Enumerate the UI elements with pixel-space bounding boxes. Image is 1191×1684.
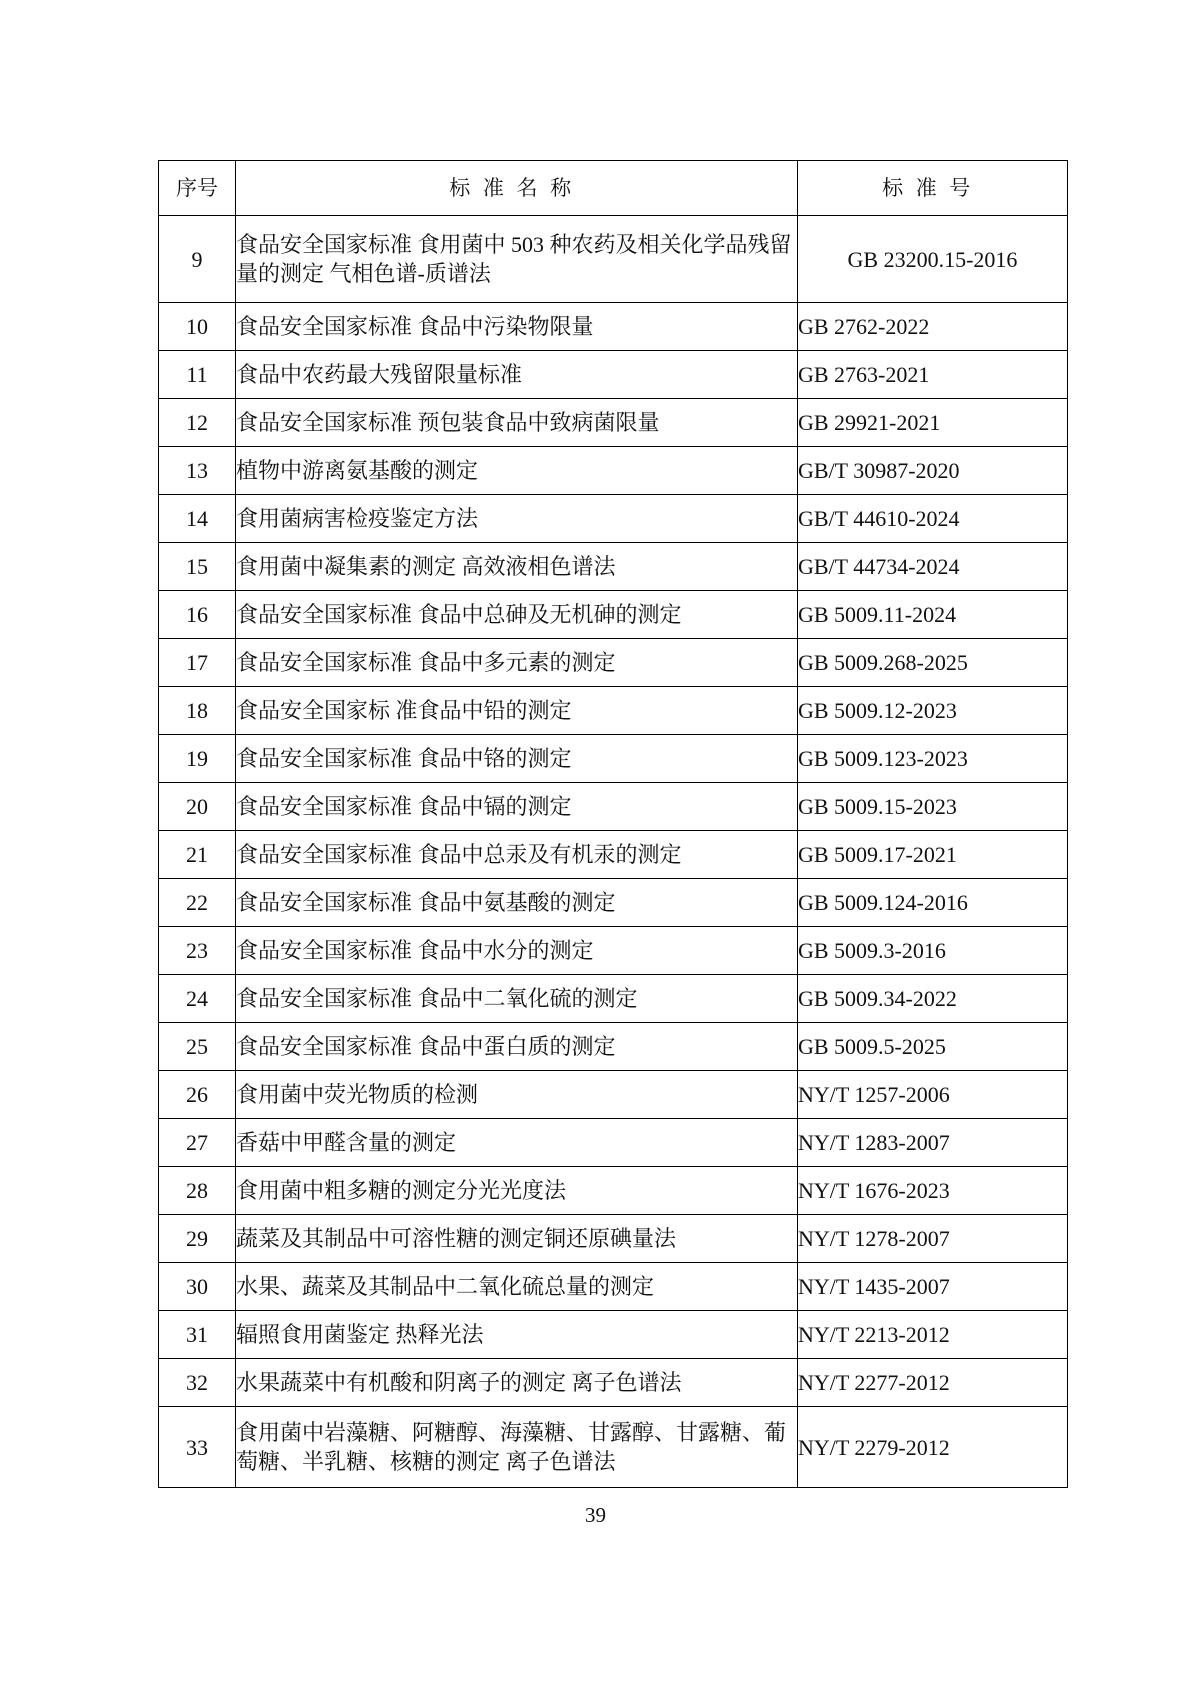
- row-standard-name: 食品中农药最大残留限量标准: [236, 351, 798, 399]
- row-standard-name: 辐照食用菌鉴定 热释光法: [236, 1311, 798, 1359]
- table-row: [159, 543, 1068, 591]
- row-standard-name: 食品安全国家标准 食品中氨基酸的测定: [236, 879, 798, 927]
- row-standard-code: GB 5009.5-2025: [798, 1023, 1068, 1071]
- row-serial-number: 10: [159, 303, 236, 351]
- row-standard-code: NY/T 1278-2007: [798, 1215, 1068, 1263]
- row-standard-code: GB/T 44610-2024: [798, 495, 1068, 543]
- row-serial-number: 31: [159, 1311, 236, 1359]
- row-standard-name: 蔬菜及其制品中可溶性糖的测定铜还原碘量法: [236, 1215, 798, 1263]
- header-standard-code: 标准号: [798, 161, 1068, 216]
- table-row: [159, 1023, 1068, 1071]
- row-standard-code: NY/T 1435-2007: [798, 1263, 1068, 1311]
- table-row: [159, 216, 1068, 303]
- row-standard-code: GB 5009.268-2025: [798, 639, 1068, 687]
- row-standard-name: 植物中游离氨基酸的测定: [236, 447, 798, 495]
- row-standard-code: NY/T 1283-2007: [798, 1119, 1068, 1167]
- row-standard-code: NY/T 2277-2012: [798, 1359, 1068, 1407]
- table-row: [159, 687, 1068, 735]
- row-serial-number: 16: [159, 591, 236, 639]
- row-standard-name: 食品安全国家标准 食品中铬的测定: [236, 735, 798, 783]
- row-standard-code: GB 23200.15-2016: [798, 216, 1068, 303]
- table-row: [159, 975, 1068, 1023]
- row-serial-number: 11: [159, 351, 236, 399]
- row-standard-name: 食品安全国家标准 食品中污染物限量: [236, 303, 798, 351]
- row-standard-code: GB 5009.123-2023: [798, 735, 1068, 783]
- table-row: [159, 1311, 1068, 1359]
- row-standard-name: 食品安全国家标准 食品中总砷及无机砷的测定: [236, 591, 798, 639]
- table-row: [159, 1263, 1068, 1311]
- table-row: [159, 495, 1068, 543]
- table-row: [159, 783, 1068, 831]
- table-header-row: [159, 161, 1068, 216]
- row-serial-number: 17: [159, 639, 236, 687]
- row-standard-name: 食用菌病害检疫鉴定方法: [236, 495, 798, 543]
- table-row: [159, 591, 1068, 639]
- row-standard-name: 食品安全国家标准 食用菌中 503 种农药及相关化学品残留量的测定 气相色谱-质谱法: [236, 216, 798, 303]
- table-row: [159, 1119, 1068, 1167]
- row-standard-code: GB 5009.12-2023: [798, 687, 1068, 735]
- row-standard-code: GB 5009.34-2022: [798, 975, 1068, 1023]
- row-serial-number: 23: [159, 927, 236, 975]
- table-row: [159, 1407, 1068, 1488]
- table-row: [159, 639, 1068, 687]
- header-standard-name: 标准名称: [236, 161, 798, 216]
- row-standard-code: GB 5009.3-2016: [798, 927, 1068, 975]
- row-standard-name: 食用菌中岩藻糖、阿糖醇、海藻糖、甘露醇、甘露糖、葡萄糖、半乳糖、核糖的测定 离子色谱法: [236, 1407, 798, 1488]
- row-serial-number: 28: [159, 1167, 236, 1215]
- standards-table: [158, 160, 1068, 1488]
- row-serial-number: 15: [159, 543, 236, 591]
- row-standard-code: GB 2762-2022: [798, 303, 1068, 351]
- row-standard-code: NY/T 2213-2012: [798, 1311, 1068, 1359]
- row-standard-code: GB 5009.15-2023: [798, 783, 1068, 831]
- row-serial-number: 9: [159, 216, 236, 303]
- table-row: [159, 831, 1068, 879]
- table-row: [159, 1071, 1068, 1119]
- row-standard-name: 水果蔬菜中有机酸和阴离子的测定 离子色谱法: [236, 1359, 798, 1407]
- table-row: [159, 399, 1068, 447]
- row-standard-name: 食品安全国家标 准食品中铅的测定: [236, 687, 798, 735]
- page-number: 39: [585, 1503, 606, 1527]
- row-standard-name: 食品安全国家标准 预包装食品中致病菌限量: [236, 399, 798, 447]
- table-row: [159, 1167, 1068, 1215]
- table-row: [159, 1359, 1068, 1407]
- row-standard-code: GB 5009.11-2024: [798, 591, 1068, 639]
- row-serial-number: 14: [159, 495, 236, 543]
- row-standard-name: 食品安全国家标准 食品中水分的测定: [236, 927, 798, 975]
- table-row: [159, 303, 1068, 351]
- row-serial-number: 24: [159, 975, 236, 1023]
- row-serial-number: 22: [159, 879, 236, 927]
- row-standard-code: GB/T 30987-2020: [798, 447, 1068, 495]
- row-standard-code: GB 5009.124-2016: [798, 879, 1068, 927]
- row-standard-name: 食品安全国家标准 食品中蛋白质的测定: [236, 1023, 798, 1071]
- row-standard-code: GB 29921-2021: [798, 399, 1068, 447]
- row-serial-number: 20: [159, 783, 236, 831]
- row-standard-code: GB 2763-2021: [798, 351, 1068, 399]
- row-serial-number: 12: [159, 399, 236, 447]
- row-standard-name: 食品安全国家标准 食品中二氧化硫的测定: [236, 975, 798, 1023]
- row-standard-code: NY/T 2279-2012: [798, 1407, 1068, 1488]
- row-standard-name: 食用菌中粗多糖的测定分光光度法: [236, 1167, 798, 1215]
- row-serial-number: 29: [159, 1215, 236, 1263]
- row-standard-name: 食用菌中凝集素的测定 高效液相色谱法: [236, 543, 798, 591]
- table-row: [159, 735, 1068, 783]
- row-standard-name: 食用菌中荧光物质的检测: [236, 1071, 798, 1119]
- row-serial-number: 30: [159, 1263, 236, 1311]
- row-standard-name: 食品安全国家标准 食品中多元素的测定: [236, 639, 798, 687]
- row-standard-code: GB 5009.17-2021: [798, 831, 1068, 879]
- table-row: [159, 1215, 1068, 1263]
- row-serial-number: 18: [159, 687, 236, 735]
- row-serial-number: 27: [159, 1119, 236, 1167]
- row-serial-number: 21: [159, 831, 236, 879]
- row-serial-number: 33: [159, 1407, 236, 1488]
- row-serial-number: 13: [159, 447, 236, 495]
- row-standard-name: 食品安全国家标准 食品中总汞及有机汞的测定: [236, 831, 798, 879]
- table-row: [159, 879, 1068, 927]
- row-standard-name: 水果、蔬菜及其制品中二氧化硫总量的测定: [236, 1263, 798, 1311]
- row-serial-number: 26: [159, 1071, 236, 1119]
- row-serial-number: 19: [159, 735, 236, 783]
- header-serial-number: 序号: [159, 161, 236, 216]
- row-standard-name: 香菇中甲醛含量的测定: [236, 1119, 798, 1167]
- row-standard-name: 食品安全国家标准 食品中镉的测定: [236, 783, 798, 831]
- row-serial-number: 25: [159, 1023, 236, 1071]
- table-row: [159, 351, 1068, 399]
- row-serial-number: 32: [159, 1359, 236, 1407]
- row-standard-code: NY/T 1257-2006: [798, 1071, 1068, 1119]
- table-row: [159, 927, 1068, 975]
- row-standard-code: NY/T 1676-2023: [798, 1167, 1068, 1215]
- table-row: [159, 447, 1068, 495]
- row-standard-code: GB/T 44734-2024: [798, 543, 1068, 591]
